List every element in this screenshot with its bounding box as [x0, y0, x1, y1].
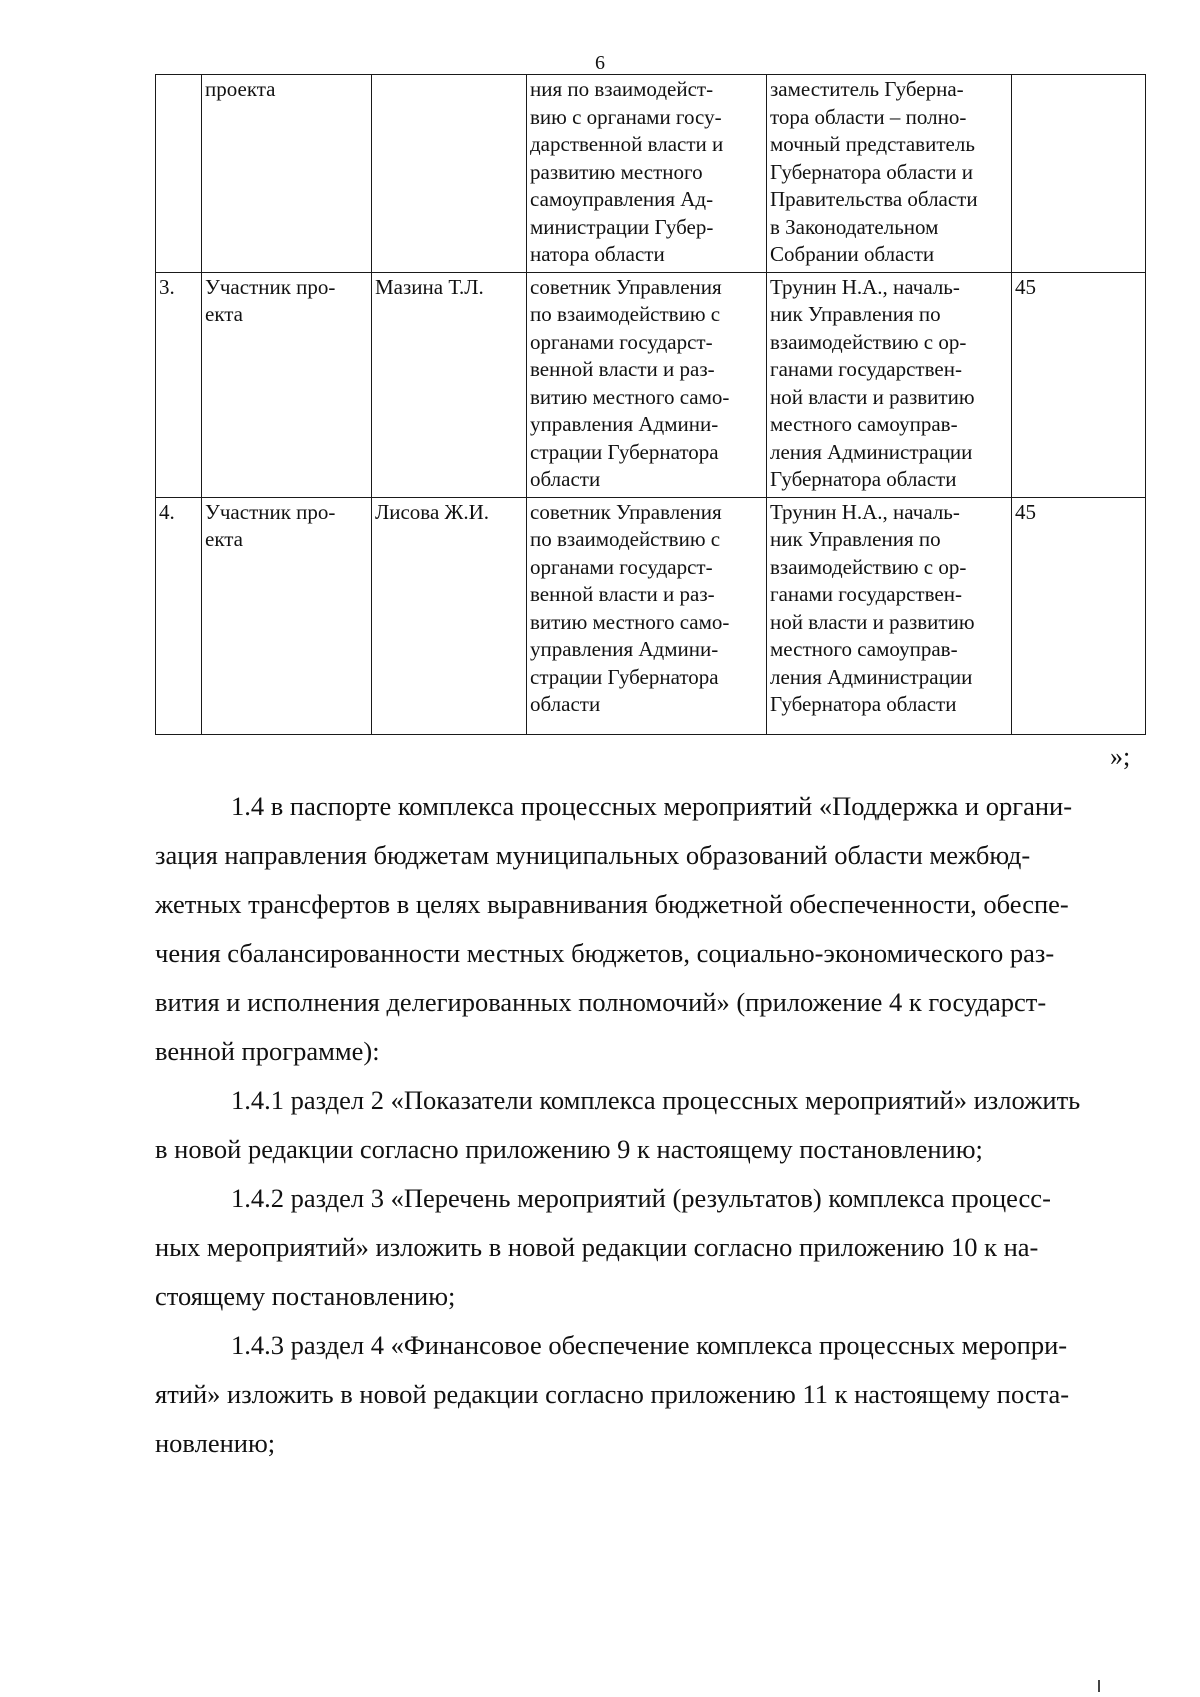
- role-cell: проекта: [202, 75, 372, 273]
- table-row: [156, 75, 1146, 273]
- project-staff-table: [155, 74, 1146, 735]
- row-number-cell: 4.: [156, 497, 202, 734]
- paragraph-1-4-2: 1.4.2 раздел 3 «Перечень мероприятий (результатов) комплекса процесс- ных мероприятий» изложить в новой редакции согласно приложению 10 к на- стоящему постановлению;: [155, 1183, 1051, 1311]
- position-cell: ния по взаимодейст- вию с органами госу- дарственной власти и развитию местного самоуправления Ад- министрации Губер- натора области: [527, 75, 767, 273]
- document-body: [155, 782, 1145, 1468]
- page-number: 6: [595, 52, 605, 74]
- table-row: [156, 272, 1146, 497]
- percent-cell: [1012, 75, 1146, 273]
- table-closing-quote: »;: [1110, 742, 1131, 771]
- paragraph-1-4: 1.4 в паспорте комплекса процессных мероприятий «Поддержка и органи- зация направления бюджетам муниципальных образований области межбюд- жетных трансфертов в целях выравнивания бюджетной обеспеченности, обеспе- чения сбалансированности местных бюджетов, социально-экономического раз- вития и исполнения делегированных полномочий» (приложение 4 к государст- венной программе):: [155, 791, 1073, 1066]
- name-cell: [372, 75, 527, 273]
- name-cell: Мазина Т.Л.: [372, 272, 527, 497]
- position-cell: советник Управления по взаимодействию с органами государст- венной власти и раз- витию местного само- управления Админи- страции Губернатора области: [527, 497, 767, 734]
- role-cell: Участник про- екта: [202, 497, 372, 734]
- row-number-cell: [156, 75, 202, 273]
- row-number-cell: 3.: [156, 272, 202, 497]
- position-cell: советник Управления по взаимодействию с органами государст- венной власти и раз- витию местного само- управления Админи- страции Губернатора области: [527, 272, 767, 497]
- percent-cell: 45: [1012, 272, 1146, 497]
- table-row: [156, 497, 1146, 734]
- supervisor-cell: заместитель Губерна- тора области – полно- мочный представитель Губернатора области и Правительства области в Законодательном Собрании области: [767, 75, 1012, 273]
- name-cell: Лисова Ж.И.: [372, 497, 527, 734]
- paragraph-1-4-3: 1.4.3 раздел 4 «Финансовое обеспечение комплекса процессных меропри- ятий» изложить в новой редакции согласно приложению 11 к настоящему поста- новлению;: [155, 1330, 1070, 1458]
- percent-cell: 45: [1012, 497, 1146, 734]
- supervisor-cell: Трунин Н.А., началь- ник Управления по взаимодействию с ор- ганами государствен- ной власти и развитию местного самоуправ- ления Администрации Губернатора области: [767, 272, 1012, 497]
- supervisor-cell: Трунин Н.А., началь- ник Управления по взаимодействию с ор- ганами государствен- ной власти и развитию местного самоуправ- ления Администрации Губернатора области: [767, 497, 1012, 734]
- paragraph-1-4-1: 1.4.1 раздел 2 «Показатели комплекса процессных мероприятий» изложить в новой редакции согласно приложению 9 к настоящему постановлению;: [155, 1085, 1081, 1164]
- scan-mark: [1098, 1680, 1100, 1692]
- role-cell: Участник про- екта: [202, 272, 372, 497]
